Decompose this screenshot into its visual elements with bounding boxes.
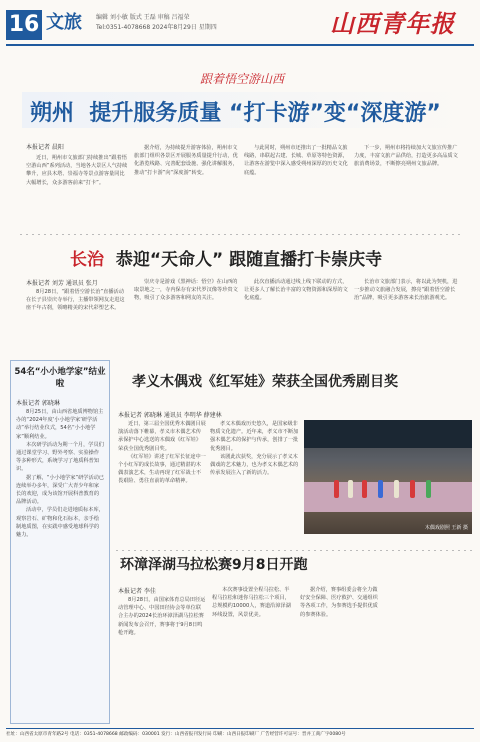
puppet-figure <box>362 480 367 498</box>
contact-line: Tel:0351-4078668 2024年8月29日 星期四 <box>96 24 217 31</box>
photo-credit: 木偶戏剧照 王新 摄 <box>424 525 468 531</box>
story4-para: 本次赛事设置全程马拉松、半程马拉松和迷你马拉松三个项目，总规模约10000人，赛道沿漳泽湖环线设置，风景优美。 <box>212 587 291 618</box>
page-number: 16 <box>6 10 42 40</box>
story3-para: 该剧此次获奖，充分展示了孝义木偶戏的艺术魅力，也为孝义木偶艺术的传承发展注入了新的活力。 <box>210 453 299 477</box>
story3-para: 孝义木偶戏历史悠久，是国家级非物质文化遗产。近年来，孝义市不断加强木偶艺术的保护与传承，创排了一批优秀剧目。 <box>210 421 299 452</box>
puppet-figure <box>378 480 383 498</box>
story2-para: 8月28日，“跟着悟空游长治”直播活动在长子县崇庆寺举行，主播带领网友走进这座千年古刹，领略精美的宋代彩塑艺术。 <box>26 289 125 312</box>
box-headline: 54名“小小地学家”结业啦 <box>14 367 106 389</box>
story2-col4 <box>354 278 458 354</box>
story1-title: 提升服务质量 “打卡游”变“深度游” <box>89 101 441 126</box>
box-para: 据了解，“小小地学家”研学活动已连续举办多年，深受广大青少年和家长的欢迎，成为该馆开展科普教育的品牌活动。 <box>16 474 104 506</box>
box-para: 8月25日，由山西省地质博物馆主办的“2024年度‘小小地学家’研学活动”举行结业仪式，54名“小小地学家”顺利结业。 <box>16 409 104 440</box>
story3-para: 近日，第三届全国优秀木偶剧目展演活动落下帷幕，孝义市木偶艺术传承保护中心选送的木偶戏《红军娃》荣获全国优秀剧目奖。 <box>118 421 206 452</box>
masthead-logo: 山西青年报 <box>330 9 455 38</box>
story1-para: 近日，朔州市文旅部门持续推出“跟着悟空游山西”系列活动，当地各大景区人气持续攀升，应县木塔、崇福寺等景点游客量同比大幅增长，众多游客前来“打卡”。 <box>26 155 128 186</box>
header-rule <box>6 44 474 46</box>
story1-para: 下一步，朔州市将持续加大文旅宣传推广力度，丰富文旅产品供给，打造更多高品质文旅消费场景，不断擦亮朔州文旅品牌。 <box>354 145 458 168</box>
box-para: 本次研学活动为期一个月，学员们通过课堂学习、野外考察、实验操作等多种形式，系统学习了地质科普知识。 <box>16 441 104 473</box>
story3-headline: 孝义木偶戏《红军娃》荣获全国优秀剧目奖 <box>132 374 398 390</box>
story2-col3 <box>244 278 348 354</box>
story4-para: 8月28日，由国家体育总局田径运动管理中心、中国田径协会等单位联合主办的2024长治环漳泽湖马拉松赛新闻发布会召开，赛事将于9月8日鸣枪开跑。 <box>118 597 206 636</box>
puppet-figure <box>348 480 353 498</box>
stage-floor <box>304 482 472 512</box>
story3-col2 <box>210 420 300 538</box>
story2-place: 长治 <box>70 250 104 270</box>
story4-col2 <box>212 586 294 722</box>
story2-title: 恭迎“天命人” 跟随直播打卡崇庆寺 <box>115 250 383 270</box>
story3-para: 《红军娃》讲述了红军长征途中一个小红军的成长故事，通过精湛的木偶表演艺术，生动再现了红军战士不畏艰险、勇往直前的革命精神。 <box>118 453 206 485</box>
editor-line: 编辑 刘小敏 版式 王磊 审稿 吕福荣 <box>96 14 190 21</box>
story3-col1 <box>118 420 206 538</box>
story1-col4 <box>354 144 458 228</box>
divider <box>20 234 460 235</box>
box-byline: 本报记者 郭晓琳 <box>16 400 60 407</box>
story4-para: 据介绍，赛事组委会将全力做好安全保障、医疗救护、交通组织等各项工作，为参赛选手提供优质的参赛体验。 <box>300 587 378 618</box>
stage-backdrop <box>304 420 472 448</box>
kicker-label: 跟着悟空游山西 <box>200 72 285 86</box>
puppet-figure <box>334 480 339 498</box>
story2-col1 <box>26 288 128 354</box>
story2-para: 此次直播活动通过线上线下联动的方式，让更多人了解长治丰富的文物资源和深厚的文化底蕴。 <box>244 279 348 302</box>
puppet-figure <box>426 480 431 498</box>
story2-byline: 本报记者 刘芳 通讯员 张月 <box>26 280 98 287</box>
story4-col3 <box>300 586 382 722</box>
story2-para: 长治市文旅部门表示，将以此为契机，进一步推动文旅融合发展，擦亮“跟着悟空游长治”品牌，吸引更多游客来长治旅游观光。 <box>354 279 458 302</box>
story1-headline <box>30 96 441 127</box>
story1-byline: 本报记者 晨阳 <box>26 144 64 151</box>
story1-col1 <box>26 154 128 228</box>
story2-col2 <box>134 278 238 354</box>
story3-byline: 本报记者 郭晓琳 通讯员 李明华 薛建林 <box>118 412 222 419</box>
puppet-figure <box>394 480 399 498</box>
story2-headline <box>70 245 382 270</box>
section-name: 文旅 <box>46 12 82 33</box>
story1-place: 朔州 <box>30 101 75 126</box>
footer-info: 社址：山西省太原市青年路2号 电话：0351-4078668 邮政编码：030001 发行：山西省报刊发行局 印刷：山西日报印刷厂 广告经营许可证号：晋并工商广字0080号 <box>6 728 474 737</box>
puppet-show-photo <box>304 420 472 534</box>
divider <box>116 550 474 551</box>
box-body <box>16 408 104 718</box>
story1-para: 据介绍，为持续提升游客体验，朔州市文旅部门组织各景区开展服务质量提升行动，优化游览线路、完善配套设施、强化讲解服务，推动“打卡游”向“深度游”转变。 <box>134 145 238 176</box>
story1-para: 与此同时，朔州市还推出了一批精品文旅线路，串联起古建、长城、草原等特色资源，让游客在游览中深入感受朔州深厚的历史文化底蕴。 <box>244 145 348 176</box>
story1-col2 <box>134 144 238 228</box>
story4-byline: 本报记者 李佳 <box>118 588 156 595</box>
story2-para: 崇庆寺是游戏《黑神话：悟空》在山西的取景地之一，寺内保存有宋代罗汉像等珍贵文物，吸引了众多游客和网友的关注。 <box>134 279 238 302</box>
story4-col1 <box>118 596 206 722</box>
story4-headline: 环漳泽湖马拉松赛9月8日开跑 <box>120 557 308 573</box>
puppet-figure <box>410 480 415 498</box>
story3-tail <box>304 540 472 548</box>
box-para: 活动中，学员们走进地质标本库，观察岩石、矿物和化石标本，亲手绘制地质图，在实践中感受地球科学的魅力。 <box>16 507 104 539</box>
story1-col3 <box>244 144 348 228</box>
